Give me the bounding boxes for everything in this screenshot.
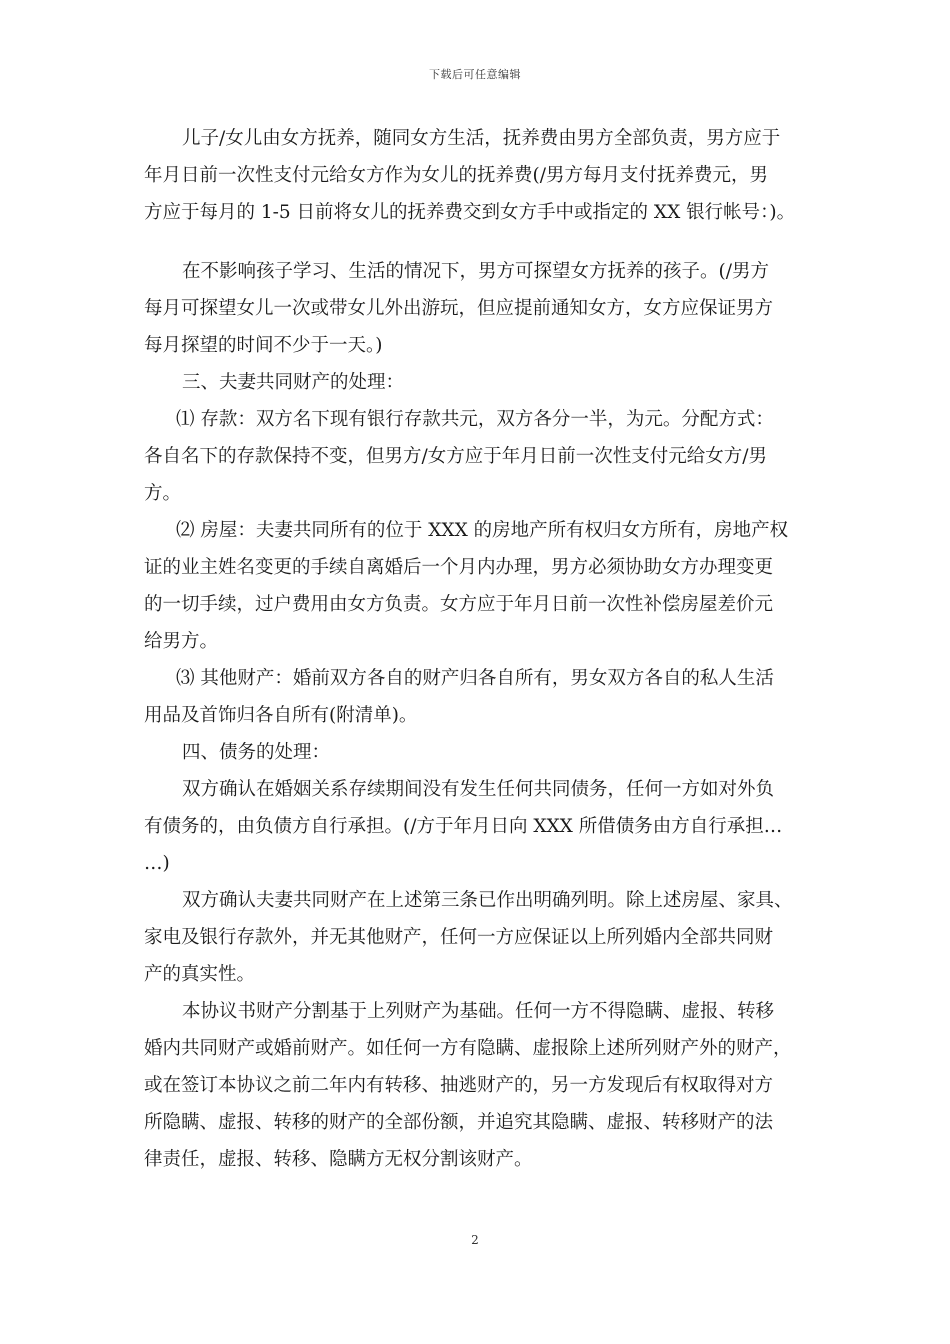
- text-line: 双方确认夫妻共同财产在上述第三条已作出明确列明。除上述房屋、家具、: [182, 890, 793, 911]
- text-line: ⑵ 房屋：夫妻共同所有的位于 XXX 的房地产所有权归女方所有，房地产权: [176, 520, 789, 541]
- text-line: 本协议书财产分割基于上列财产为基础。任何一方不得隐瞒、虚报、转移: [182, 1001, 775, 1022]
- text-line: 或在签订本协议之前二年内有转移、抽逃财产的，另一方发现后有权取得对方: [144, 1075, 774, 1096]
- section-heading-debts: 四、债务的处理：: [182, 742, 331, 763]
- paragraph-confirmation: [144, 882, 812, 993]
- document-body: [144, 120, 812, 1178]
- text-line: 各自名下的存款保持不变，但男方/女方应于年月日前一次性支付元给女方/男: [144, 446, 767, 467]
- section-heading-property: 三、夫妻共同财产的处理：: [182, 372, 405, 393]
- text-line: 婚内共同财产或婚前财产。如任何一方有隐瞒、虚报除上述所列财产外的财产，: [144, 1038, 792, 1059]
- paragraph-item-other-property: [144, 660, 812, 734]
- text-line: 产的真实性。: [144, 964, 256, 985]
- page-number: 2: [471, 1233, 479, 1247]
- page-header: 下载后可任意编辑: [429, 68, 521, 81]
- text-line: 每月可探望女儿一次或带女儿外出游玩，但应提前通知女方，女方应保证男方: [144, 298, 774, 319]
- text-line: 用品及首饰归各自所有(附清单)。: [144, 705, 418, 726]
- paragraph-debts: [144, 771, 812, 882]
- text-line: 儿子/女儿由女方抚养，随同女方生活，抚养费由男方全部负责，男方应于: [182, 128, 781, 149]
- text-line: 律责任，虚报、转移、隐瞒方无权分割该财产。: [144, 1149, 533, 1170]
- text-line: ⑶ 其他财产：婚前双方各自的财产归各自所有，男女双方各自的私人生活: [176, 668, 774, 689]
- paragraph-visitation: [144, 253, 812, 364]
- text-line: …): [144, 853, 170, 874]
- text-line: 的一切手续，过户费用由女方负责。女方应于年月日前一次性补偿房屋差价元: [144, 594, 774, 615]
- text-line: 年月日前一次性支付元给女方作为女儿的抚养费(/男方每月支付抚养费元，男: [144, 165, 768, 186]
- text-line: 所隐瞒、虚报、转移的财产的全部份额，并追究其隐瞒、虚报、转移财产的法: [144, 1112, 774, 1133]
- text-line: 方。: [144, 483, 182, 504]
- text-line: 方应于每月的 1-5 日前将女儿的抚养费交到女方手中或指定的 XX 银行帐号：)。: [144, 202, 796, 223]
- paragraph-child-custody: [144, 120, 812, 231]
- text-line: 证的业主姓名变更的手续自离婚后一个月内办理，男方必须协助女方办理变更: [144, 557, 774, 578]
- text-line: ⑴ 存款：双方名下现有银行存款共元，双方各分一半，为元。分配方式：: [176, 409, 774, 430]
- paragraph-gap: [144, 231, 812, 253]
- text-line: 家电及银行存款外，并无其他财产，任何一方应保证以上所列婚内全部共同财: [144, 927, 774, 948]
- text-line: 给男方。: [144, 631, 219, 652]
- text-line: 有债务的，由负债方自行承担。(/方于年月日向 XXX 所借债务由方自行承担…: [144, 816, 783, 837]
- text-line: 在不影响孩子学习、生活的情况下，男方可探望女方抚养的孩子。(/男方: [182, 261, 769, 282]
- paragraph-item-deposits: [144, 401, 812, 512]
- text-line: 每月探望的时间不少于一天。): [144, 335, 383, 356]
- paragraph-concealment: [144, 993, 812, 1178]
- paragraph-item-house: [144, 512, 812, 660]
- text-line: 双方确认在婚姻关系存续期间没有发生任何共同债务，任何一方如对外负: [182, 779, 775, 800]
